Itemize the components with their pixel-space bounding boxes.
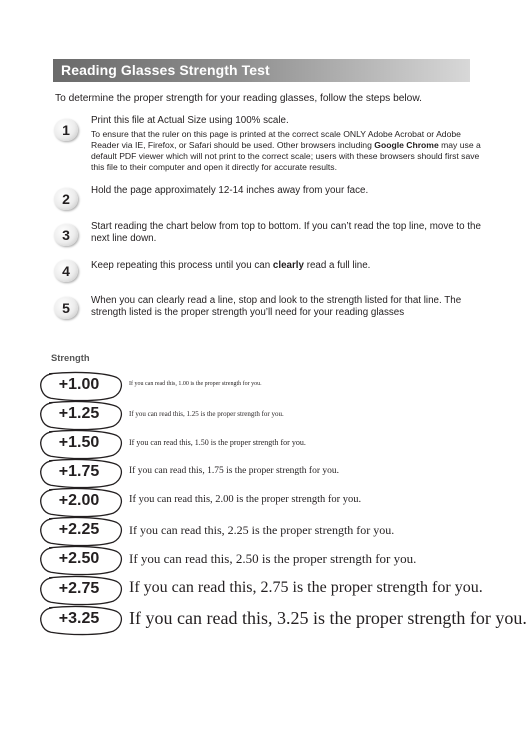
strength-row — [36, 574, 516, 604]
reading-sample-text: If you can read this, 1.50 is the proper strength for you. — [129, 438, 306, 448]
strength-row — [36, 515, 516, 545]
strength-value: +1.50 — [58, 434, 100, 451]
strength-value: +2.00 — [58, 492, 100, 509]
strength-value: +2.25 — [58, 521, 100, 538]
strength-value: +1.75 — [58, 463, 100, 480]
strength-row — [36, 428, 516, 458]
step-note: To ensure that the ruler on this page is printed at the correct scale ONLY Adobe Acrobat or Adobe Reader via IE, Firefox, or Safari should be used. Other browsers including Google Chrome may use a default PDF viewer which will not print to the correct scale; users with these browsers should first save this file to their computer and open it directly for accurate results. — [91, 129, 481, 172]
step-text: Keep repeating this process until you can clearly read a full line. — [91, 260, 371, 271]
strength-row — [36, 486, 516, 516]
reading-sample-text: If you can read this, 2.50 is the proper strength for you. — [129, 550, 417, 566]
strength-oval — [36, 574, 122, 604]
title-bar — [53, 59, 470, 82]
strength-value: +3.25 — [58, 610, 100, 627]
strength-oval — [36, 370, 122, 400]
strength-row — [36, 604, 527, 634]
strength-value: +2.50 — [58, 550, 100, 567]
strength-row — [36, 399, 516, 429]
strength-value: +1.25 — [58, 405, 100, 422]
strength-oval — [36, 457, 122, 487]
strength-row — [36, 370, 516, 400]
step-number-badge: 3 — [54, 224, 78, 246]
reading-sample-text: If you can read this, 1.25 is the proper strength for you. — [129, 409, 284, 418]
step-text: Print this file at Actual Size using 100% scale. — [91, 115, 289, 126]
page-title: Reading Glasses Strength Test — [61, 62, 270, 78]
strength-oval — [36, 515, 122, 545]
reading-sample-text: If you can read this, 2.75 is the proper strength for you. — [129, 579, 483, 597]
step-number-badge: 5 — [54, 297, 78, 319]
step-number-badge: 2 — [54, 188, 78, 210]
strength-row — [36, 544, 516, 574]
strength-row — [36, 457, 516, 487]
step-text: Start reading the chart below from top to bottom. If you can’t read the top line, move to the next line down. — [91, 221, 481, 244]
strength-oval — [36, 428, 122, 458]
reading-sample-text: If you can read this, 2.25 is the proper strength for you. — [129, 522, 395, 537]
step-number-badge: 4 — [54, 260, 78, 282]
step-number-badge: 1 — [54, 119, 78, 141]
reading-sample-text: If you can read this, 2.00 is the proper strength for you. — [129, 494, 362, 506]
step-text: When you can clearly read a line, stop and look to the strength listed for that line. The strength listed is the proper strength you’ll need for your reading glasses — [91, 295, 462, 318]
reading-sample-text: If you can read this, 1.00 is the proper strength for you. — [129, 381, 262, 388]
strength-oval — [36, 486, 122, 516]
step-text: Hold the page approximately 12-14 inches away from your face. — [91, 185, 369, 196]
strength-oval — [36, 604, 122, 634]
strength-oval — [36, 544, 122, 574]
reading-sample-text: If you can read this, 3.25 is the proper strength for you. — [129, 607, 527, 628]
intro-text: To determine the proper strength for your reading glasses, follow the steps below. — [55, 93, 422, 104]
reading-sample-text: If you can read this, 1.75 is the proper strength for you. — [129, 466, 340, 477]
strength-oval — [36, 399, 122, 429]
strength-value: +1.00 — [58, 376, 100, 393]
strength-heading: Strength — [51, 352, 90, 363]
strength-value: +2.75 — [58, 580, 100, 597]
